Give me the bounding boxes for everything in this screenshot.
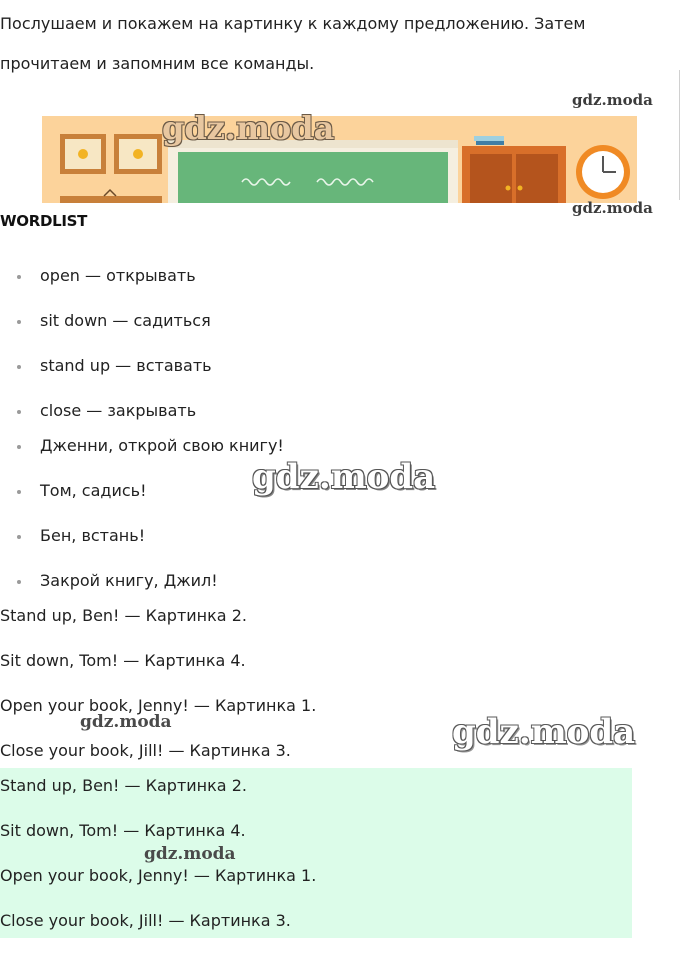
wordlist-heading: WORDLIST	[0, 212, 88, 230]
list-item-text: Закрой книгу, Джил!	[40, 571, 218, 590]
bullet	[17, 580, 21, 584]
list-item-text: open — открывать	[40, 266, 196, 285]
answer-line-highlighted: Stand up, Ben! — Картинка 2.	[0, 776, 247, 795]
answer-line-highlighted: Close your book, Jill! — Картинка 3.	[0, 911, 291, 930]
classroom-illustration	[42, 116, 637, 203]
answer-line: Sit down, Tom! — Картинка 4.	[0, 651, 246, 670]
answer-line-highlighted: Open your book, Jenny! — Картинка 1.	[0, 866, 317, 885]
watermark: gdz.moda	[452, 712, 636, 752]
watermark: gdz.moda	[572, 199, 653, 217]
bullet	[17, 275, 21, 279]
watermark: gdz.moda	[144, 844, 236, 864]
answer-line-highlighted: Sit down, Tom! — Картинка 4.	[0, 821, 246, 840]
list-item-text: sit down — садиться	[40, 311, 211, 330]
watermark: gdz.moda	[80, 712, 172, 732]
bullet	[17, 320, 21, 324]
intro-text: Послушаем и покажем на картинку к каждому предложению. Затем прочитаем и запомним все команды.	[0, 14, 586, 73]
bullet	[17, 445, 21, 449]
watermark: gdz.moda	[252, 457, 436, 497]
bullet	[17, 490, 21, 494]
list-item-text: Дженни, открой свою книгу!	[40, 436, 284, 455]
list-item-text: Том, садись!	[40, 481, 147, 500]
list-item-text: stand up — вставать	[40, 356, 212, 375]
bullet	[17, 410, 21, 414]
bullet	[17, 365, 21, 369]
watermark: gdz.moda	[572, 91, 653, 109]
answer-line: Close your book, Jill! — Картинка 3.	[0, 741, 291, 760]
answer-line: Stand up, Ben! — Картинка 2.	[0, 606, 247, 625]
bullet	[17, 535, 21, 539]
watermark: gdz.moda	[162, 109, 335, 147]
list-item-text: Бен, встань!	[40, 526, 146, 545]
answer-line: Open your book, Jenny! — Картинка 1.	[0, 696, 317, 715]
list-item-text: close — закрывать	[40, 401, 197, 420]
